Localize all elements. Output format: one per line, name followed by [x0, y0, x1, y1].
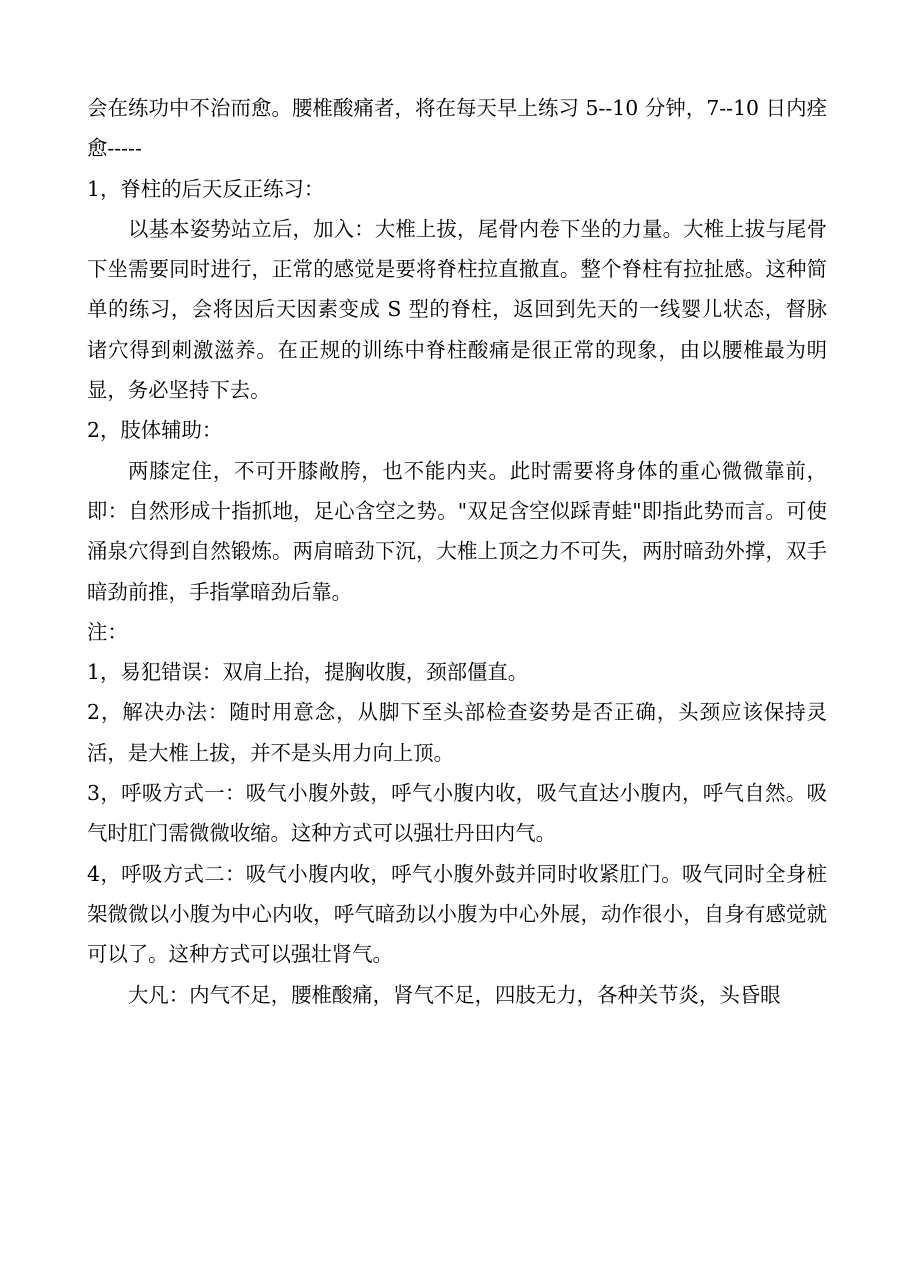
- document-page: [87, 88, 827, 1015]
- heading-notes: 注：: [87, 619, 128, 644]
- note-item-common-errors: 1，易犯错误：双肩上抬，提胸收腹，颈部僵直。: [87, 660, 529, 685]
- paragraph-summary: 大凡：内气不足，腰椎酸痛，肾气不足，四肢无力，各种关节炎，头昏眼: [128, 982, 781, 1007]
- paragraph-limb-assist: 两膝定住，不可开膝敞胯，也不能内夹。此时需要将身体的重心微微靠前，即：自然形成十指抓地，足心含空之势。"双足含空似踩青蛙"即指此势而言。可使涌泉穴得到自然锻炼。两肩暗劲下沉，大椎上顶之力不可失，两肘暗劲外撑，双手暗劲前推，手指掌暗劲后靠。: [87, 458, 827, 604]
- note-item-solution: 2，解决办法：随时用意念，从脚下至头部检查姿势是否正确，头颈应该保持灵活，是大椎上拔，并不是头用力向上顶。: [87, 700, 827, 765]
- paragraph-spine-practice: 以基本姿势站立后，加入：大椎上拔，尾骨内卷下坐的力量。大椎上拔与尾骨下坐需要同时进行，正常的感觉是要将脊柱拉直撤直。整个脊柱有拉扯感。这种简单的练习，会将因后天因素变成 S 型的脊柱，返回到先天的一线婴儿状态，督脉诸穴得到刺激滋养。在正规的训练中脊柱酸痛是很正常的现象，由以腰椎最为明显，务必坚持下去。: [87, 216, 827, 403]
- heading-limb-assist: 2，肢体辅助：: [87, 418, 223, 443]
- heading-spine-practice: 1，脊柱的后天反正练习：: [87, 176, 325, 201]
- note-item-breathing-two: 4，呼吸方式二：吸气小腹内收，呼气小腹外鼓并同时收紧肛门。吸气同时全身桩架微微以小腹为中心内收，呼气暗劲以小腹为中心外展，动作很小，自身有感觉就可以了。这种方式可以强壮肾气。: [87, 861, 827, 967]
- note-item-breathing-one: 3，呼吸方式一：吸气小腹外鼓，呼气小腹内收，吸气直达小腹内，呼气自然。吸气时肛门需微微收缩。这种方式可以强壮丹田内气。: [87, 781, 827, 846]
- paragraph-intro-continuation: 会在练功中不治而愈。腰椎酸痛者，将在每天早上练习 5--10 分钟，7--10 日内痊愈-----: [87, 96, 827, 161]
